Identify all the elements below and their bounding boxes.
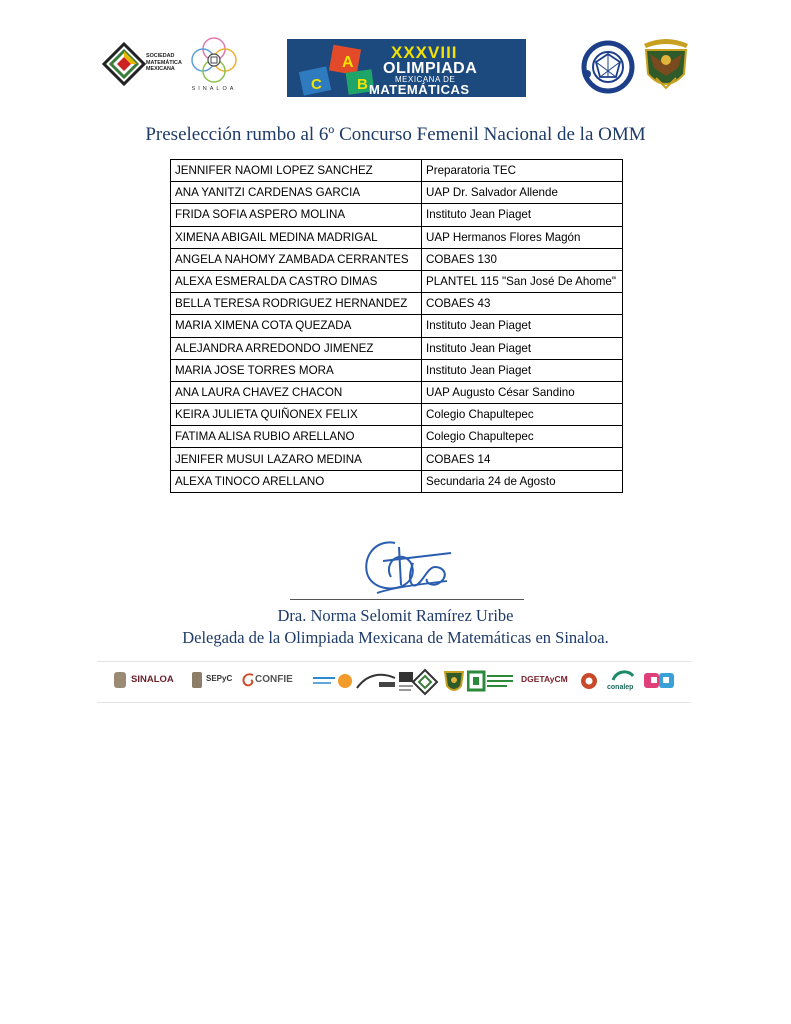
signer-name: Dra. Norma Selomit Ramírez Uribe [277, 606, 514, 625]
participant-name-cell: MARIA XIMENA COTA QUEZADA [171, 315, 422, 337]
sinaloa-crest-icon [113, 670, 127, 690]
participant-school-cell: Colegio Chapultepec [422, 426, 623, 448]
olimpiada-subtitle: MEXICANA DE [395, 75, 456, 84]
sepyc-crest-icon [191, 671, 203, 689]
signer-role: Delegada de la Olimpiada Mexicana de Matemáticas en Sinaloa. [182, 628, 609, 647]
participant-school-cell: COBAES 14 [422, 448, 623, 470]
signature-line [290, 599, 524, 600]
confie-swirl-icon [241, 672, 255, 688]
participant-name-cell: ANA LAURA CHAVEZ CHACON [171, 381, 422, 403]
participant-school-cell: Instituto Jean Piaget [422, 359, 623, 381]
participant-name-cell: ANGELA NAHOMY ZAMBADA CERRANTES [171, 248, 422, 270]
document-title: Preselección rumbo al 6º Concurso Femenil Nacional de la OMM [145, 124, 646, 145]
sponsor-dgetaycm: DGETAyCM [521, 674, 568, 684]
faculty-emblem-icon [581, 40, 635, 94]
conalep-mark-icon [611, 668, 635, 684]
participant-name-cell: XIMENA ABIGAIL MEDINA MADRIGAL [171, 226, 422, 248]
participant-school-cell: PLANTEL 115 "San José De Ahome" [422, 270, 623, 292]
participant-name-cell: ALEJANDRA ARREDONDO JIMENEZ [171, 337, 422, 359]
smm-diamond-small-icon [411, 668, 439, 696]
participants-table [170, 159, 623, 493]
table-row [171, 404, 623, 426]
table-row [171, 270, 623, 292]
participant-name-cell: KEIRA JULIETA QUIÑONEX FELIX [171, 404, 422, 426]
centro-ciencias-logo-icon [311, 670, 353, 692]
olimpiada-roman-numeral: XXXVIII [391, 43, 458, 62]
smm-logo-text: SOCIEDAD MATEMÁTICA MEXICANA [146, 53, 182, 72]
table-row [171, 182, 623, 204]
cube-letter-b: B [357, 76, 368, 93]
table-row [171, 160, 623, 182]
table-row [171, 470, 623, 492]
olimpiada-banner-logo [287, 39, 526, 97]
participant-school-cell: UAP Hermanos Flores Magón [422, 226, 623, 248]
participant-school-cell: Instituto Jean Piaget [422, 315, 623, 337]
smm-logo [102, 40, 182, 90]
sponsor-conalep: conalep [607, 684, 634, 691]
participant-name-cell: FATIMA ALISA RUBIO ARELLANO [171, 426, 422, 448]
sponsor-confie: CONFIE [255, 674, 293, 685]
table-row [171, 226, 623, 248]
cobaes-logo-icon [467, 670, 515, 692]
participant-school-cell: Preparatoria TEC [422, 160, 623, 182]
table-row [171, 293, 623, 315]
flower-emblem-icon [185, 36, 243, 86]
table-row [171, 204, 623, 226]
participant-school-cell: Instituto Jean Piaget [422, 204, 623, 226]
participant-school-cell: Secundaria 24 de Agosto [422, 470, 623, 492]
participant-name-cell: ALEXA ESMERALDA CASTRO DIMAS [171, 270, 422, 292]
table-row [171, 315, 623, 337]
gear-emblem-icon [579, 669, 599, 693]
participant-name-cell: FRIDA SOFIA ASPERO MOLINA [171, 204, 422, 226]
sinaloa-logo-text: SINALOA [191, 86, 237, 92]
participant-school-cell: UAP Dr. Salvador Allende [422, 182, 623, 204]
table-row [171, 359, 623, 381]
participant-name-cell: JENIFER MUSUI LAZARO MEDINA [171, 448, 422, 470]
handwritten-signature [355, 533, 465, 599]
olimpiada-name: OLIMPIADA [383, 60, 478, 77]
sponsors-logo-strip [97, 661, 691, 703]
olimpiada-matematicas: MATEMÁTICAS [369, 82, 470, 97]
participant-name-cell: ANA YANITZI CARDENAS GARCIA [171, 182, 422, 204]
swoosh-logo-icon [355, 670, 397, 692]
participant-school-cell: UAP Augusto César Sandino [422, 381, 623, 403]
smm-diamond-icon [102, 42, 146, 86]
table-row [171, 448, 623, 470]
university-eagle-shield-icon [640, 34, 692, 96]
table-row [171, 337, 623, 359]
sinaloa-olympiad-logo [185, 36, 243, 96]
participant-school-cell: Instituto Jean Piaget [422, 337, 623, 359]
cube-letter-a: A [342, 54, 354, 71]
table-row [171, 426, 623, 448]
sponsor-sinaloa: SINALOA [131, 674, 174, 685]
participant-name-cell: ALEXA TINOCO ARELLANO [171, 470, 422, 492]
participant-name-cell: MARIA JOSE TORRES MORA [171, 359, 422, 381]
table-row [171, 381, 623, 403]
participant-school-cell: COBAES 43 [422, 293, 623, 315]
colorful-tiles-icon [643, 671, 677, 691]
participant-name-cell: BELLA TERESA RODRIGUEZ HERNANDEZ [171, 293, 422, 315]
sponsor-sepyc: SEPyC [206, 674, 233, 683]
participant-name-cell: JENNIFER NAOMI LOPEZ SANCHEZ [171, 160, 422, 182]
participant-school-cell: Colegio Chapultepec [422, 404, 623, 426]
uas-shield-small-icon [443, 668, 465, 694]
cube-letter-c: C [311, 76, 322, 93]
table-row [171, 248, 623, 270]
participant-school-cell: COBAES 130 [422, 248, 623, 270]
